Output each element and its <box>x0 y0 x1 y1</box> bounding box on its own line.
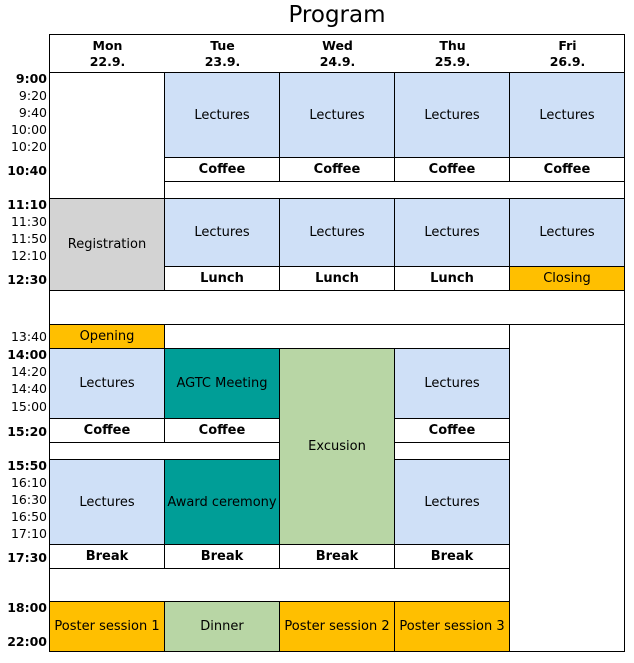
day-header-tue <box>165 35 280 72</box>
time-label: 13:40 <box>10 329 47 344</box>
coffee-break: Coffee <box>49 418 165 443</box>
coffee-break: Coffee <box>394 157 510 182</box>
registration-block: Registration <box>49 198 165 291</box>
lectures-block: Lectures <box>49 459 165 545</box>
time-label: 16:50 <box>10 509 47 524</box>
poster-session-1: Poster session 1 <box>49 601 165 652</box>
time-label: 12:10 <box>10 248 47 263</box>
break-slot: Break <box>394 544 510 569</box>
day-date: 23.9. <box>204 53 241 69</box>
opening-block: Opening <box>49 324 165 349</box>
time-label: 9:20 <box>18 88 47 103</box>
time-label: 18:00 <box>7 600 47 615</box>
empty-slot-fri-afternoon <box>509 324 625 652</box>
time-label: 11:50 <box>10 231 47 246</box>
time-label: 9:00 <box>15 71 47 86</box>
lectures-block: Lectures <box>509 72 625 158</box>
day-date: 24.9. <box>319 53 356 69</box>
dinner-block: Dinner <box>164 601 280 652</box>
day-date: 22.9. <box>89 53 126 69</box>
time-label: 11:10 <box>7 197 47 212</box>
time-label: 14:20 <box>10 364 47 379</box>
day-name: Wed <box>322 37 353 53</box>
poster-session-3: Poster session 3 <box>394 601 510 652</box>
coffee-break: Coffee <box>279 157 395 182</box>
gap-row <box>49 442 280 460</box>
evening-gap-row <box>49 568 510 602</box>
break-slot: Break <box>164 544 280 569</box>
lunch-break: Lunch <box>164 266 280 291</box>
award-ceremony-block: Award ceremony <box>164 459 280 545</box>
day-name: Thu <box>439 37 466 53</box>
lectures-block: Lectures <box>394 198 510 267</box>
coffee-break: Coffee <box>394 418 510 443</box>
time-label: 22:00 <box>7 634 47 649</box>
time-label: 10:00 <box>10 122 47 137</box>
lectures-block: Lectures <box>394 348 510 419</box>
page-title: Program <box>288 2 386 28</box>
time-label: 12:30 <box>7 272 47 287</box>
day-name: Fri <box>558 37 577 53</box>
empty-slot-mon <box>49 72 165 199</box>
time-label: 17:30 <box>7 550 47 565</box>
lectures-block: Lectures <box>164 198 280 267</box>
break-slot: Break <box>49 544 165 569</box>
day-name: Mon <box>92 37 123 53</box>
lectures-block: Lectures <box>49 348 165 419</box>
day-header-fri <box>510 35 625 72</box>
lectures-block: Lectures <box>279 72 395 158</box>
lectures-block: Lectures <box>279 198 395 267</box>
day-date: 26.9. <box>549 53 586 69</box>
lectures-block: Lectures <box>164 72 280 158</box>
excursion-block: Excusion <box>279 348 395 545</box>
lectures-block: Lectures <box>394 459 510 545</box>
day-header-thu <box>395 35 510 72</box>
day-header-mon <box>50 35 165 72</box>
lunch-break: Lunch <box>394 266 510 291</box>
lunch-gap-row <box>49 290 625 325</box>
gap-row <box>164 181 625 199</box>
time-label: 16:10 <box>10 475 47 490</box>
time-label: 16:30 <box>10 492 47 507</box>
coffee-break: Coffee <box>164 157 280 182</box>
closing-block: Closing <box>509 266 625 291</box>
lectures-block: Lectures <box>509 198 625 267</box>
time-label: 14:00 <box>7 347 47 362</box>
time-label: 17:10 <box>10 526 47 541</box>
time-label: 15:00 <box>10 399 47 414</box>
agtc-meeting-block: AGTC Meeting <box>164 348 280 419</box>
empty-slot <box>164 324 510 349</box>
time-label: 10:40 <box>7 163 47 178</box>
coffee-break: Coffee <box>164 418 280 443</box>
day-date: 25.9. <box>434 53 471 69</box>
time-label: 10:20 <box>10 139 47 154</box>
gap-row <box>394 442 510 460</box>
day-header-wed <box>280 35 395 72</box>
time-label: 9:40 <box>18 105 47 120</box>
time-label: 15:20 <box>7 424 47 439</box>
time-label: 15:50 <box>7 458 47 473</box>
coffee-break: Coffee <box>509 157 625 182</box>
time-label: 14:40 <box>10 381 47 396</box>
lunch-break: Lunch <box>279 266 395 291</box>
break-slot: Break <box>279 544 395 569</box>
time-label: 11:30 <box>10 214 47 229</box>
lectures-block: Lectures <box>394 72 510 158</box>
poster-session-2: Poster session 2 <box>279 601 395 652</box>
day-name: Tue <box>210 37 235 53</box>
